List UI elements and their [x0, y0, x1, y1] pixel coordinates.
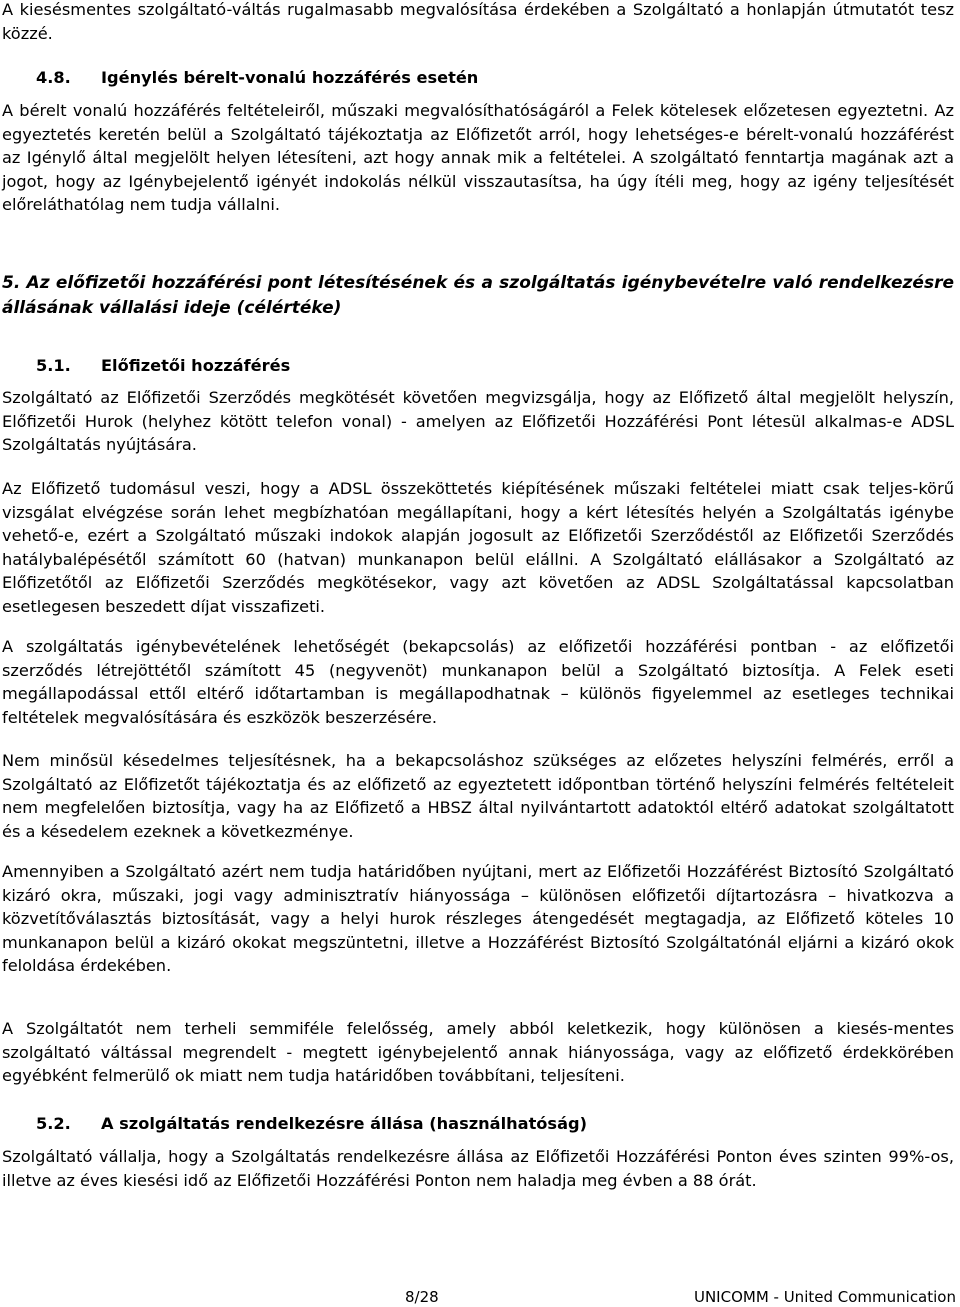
section-5-1-paragraph-4: Nem minősül késedelmes teljesítésnek, ha a bekapcsoláshoz szükséges az előzetes helyszíni felmérés, erről a Szolgáltató az Előfizetőt tájékoztatja és az előfizető az egyeztetett időpontban történő helyszíni felmérés feltételeit nem megfelelően biztosítja, vagy ha az Előfizető a HBSZ által nyilvántartott adatoktól eltérő adatokat szolgáltatott és a késedelem ezeknek a következménye.: [2, 751, 954, 841]
footer-company-name: UNICOMM - United Communication: [693, 1288, 956, 1306]
section-5-1-paragraph-5: Amennyiben a Szolgáltató azért nem tudja határidőben nyújtani, mert az Előfizetői Hozzáférést Biztosító Szolgáltató kizáró okra, műszaki, jogi vagy adminisztratív hiányossága – különösen előfizetői díjtartozásra – hivatkozva a közvetítőválasztás biztosítását, vagy a helyi hurok részleges átengedését megtagadja, az Előfizető köteles 10 munkanapon belül a kizáró okokat megszüntetni, illetve a Hozzáférést Biztosító Szolgáltatónál eljárni a kizáró okok feloldása érdekében.: [2, 862, 954, 976]
section-5-1-paragraph-6: A Szolgáltatót nem terheli semmiféle felelősség, amely abból keletkezik, hogy különösen a kiesés-mentes szolgáltató váltással megrendelt - megtett igénybejelentő annak hiányossága, vagy az előfizető érdekkörében egyébként felmerülő ok miatt nem tudja határidőben továbbítani, teljesíteni.: [2, 1019, 954, 1086]
section-5-1-paragraph-2: Az Előfizető tudomásul veszi, hogy a ADSL összeköttetés kiépítésének műszaki feltételei miatt csak teljes-körű vizsgálat elvégzése során lehet megbízhatóan megállapítani, hogy a kért létesítés helyén a Szolgáltatás igénybe vehető-e, ezért a Szolgáltató műszaki indokok alapján jogosult az Előfizetői Szerződéstől az Előfizetői Szerződés hatálybalépésétől számított 60 (hatvan) munkanapon belül elállni. A Szolgáltató elállásakor a Szolgáltató az Előfizetőtől az Előfizetői Szerződés megkötésekor, vagy azt követően az ADSL Szolgáltatással kapcsolatban esetlegesen beszedett díjat visszafizeti.: [2, 479, 954, 616]
heading-title: Igénylés bérelt-vonalú hozzáférés esetén: [101, 68, 479, 87]
heading-title: A szolgáltatás rendelkezésre állása (használhatóság): [101, 1114, 587, 1133]
heading-title: Előfizetői hozzáférés: [101, 356, 291, 375]
section-5-1-paragraph-1: Szolgáltató az Előfizetői Szerződés megkötését követően megvizsgálja, hogy az Előfizető által megjelölt helyszín, Előfizetői Hurok (helyhez kötött telefon vonal) - amelyen az Előfizetői Hozzáférési Pont létesül alkalmas-e ADSL Szolgáltatás nyújtására.: [2, 388, 954, 455]
chapter-5-heading: 5. Az előfizetői hozzáférési pont létesítésének és a szolgáltatás igénybevételre való rendelkezésre állásának vállalási ideje (célértéke): [2, 273, 954, 318]
section-5-2-paragraph: Szolgáltató vállalja, hogy a Szolgáltatás rendelkezésre állása az Előfizetői Hozzáférési Ponton éves szinten 99%-os, illetve az éves kiesési idő az Előfizetői Hozzáférési Ponton nem haladja meg évben a 88 órát.: [2, 1147, 954, 1190]
heading-number: 4.8.: [36, 68, 71, 87]
heading-number: 5.2.: [36, 1114, 71, 1133]
heading-number: 5.1.: [36, 356, 71, 375]
section-5-1-paragraph-3: A szolgáltatás igénybevételének lehetőségét (bekapcsolás) az előfizetői hozzáférési pontban - az előfizetői szerződés létrejöttétől számított 45 (negyvenöt) munkanapon belül a Szolgáltató biztosítja. A Felek eseti megállapodással ettől eltérő időtartamban is megállapodhatnak – különös figyelemmel az esetleges technikai feltételek megvalósítására és eszközök beszerzésére.: [2, 637, 954, 727]
page-number: 8/28: [405, 1288, 439, 1306]
intro-paragraph: A kiesésmentes szolgáltató-váltás rugalmasabb megvalósítása érdekében a Szolgáltató a honlapján útmutatót tesz közzé.: [2, 0, 954, 43]
section-4-8-paragraph: A bérelt vonalú hozzáférés feltételeiről, műszaki megvalósíthatóságáról a Felek kötelesek előzetesen egyeztetni. Az egyeztetés keretén belül a Szolgáltató tájékoztatja az Előfizetőt arról, hogy lehetséges-e bérelt-vonalú hozzáférést az Igénylő által megjelölt helyen létesíteni, azt hogy annak mik a feltételei. A szolgáltató fenntartja magának azt a jogot, hogy az Igénybejelentő igényét indokolás nélkül visszautasítsa, ha úgy ítéli meg, hogy az igény teljesítését előreláthatólag nem tudja vállalni.: [2, 101, 954, 215]
